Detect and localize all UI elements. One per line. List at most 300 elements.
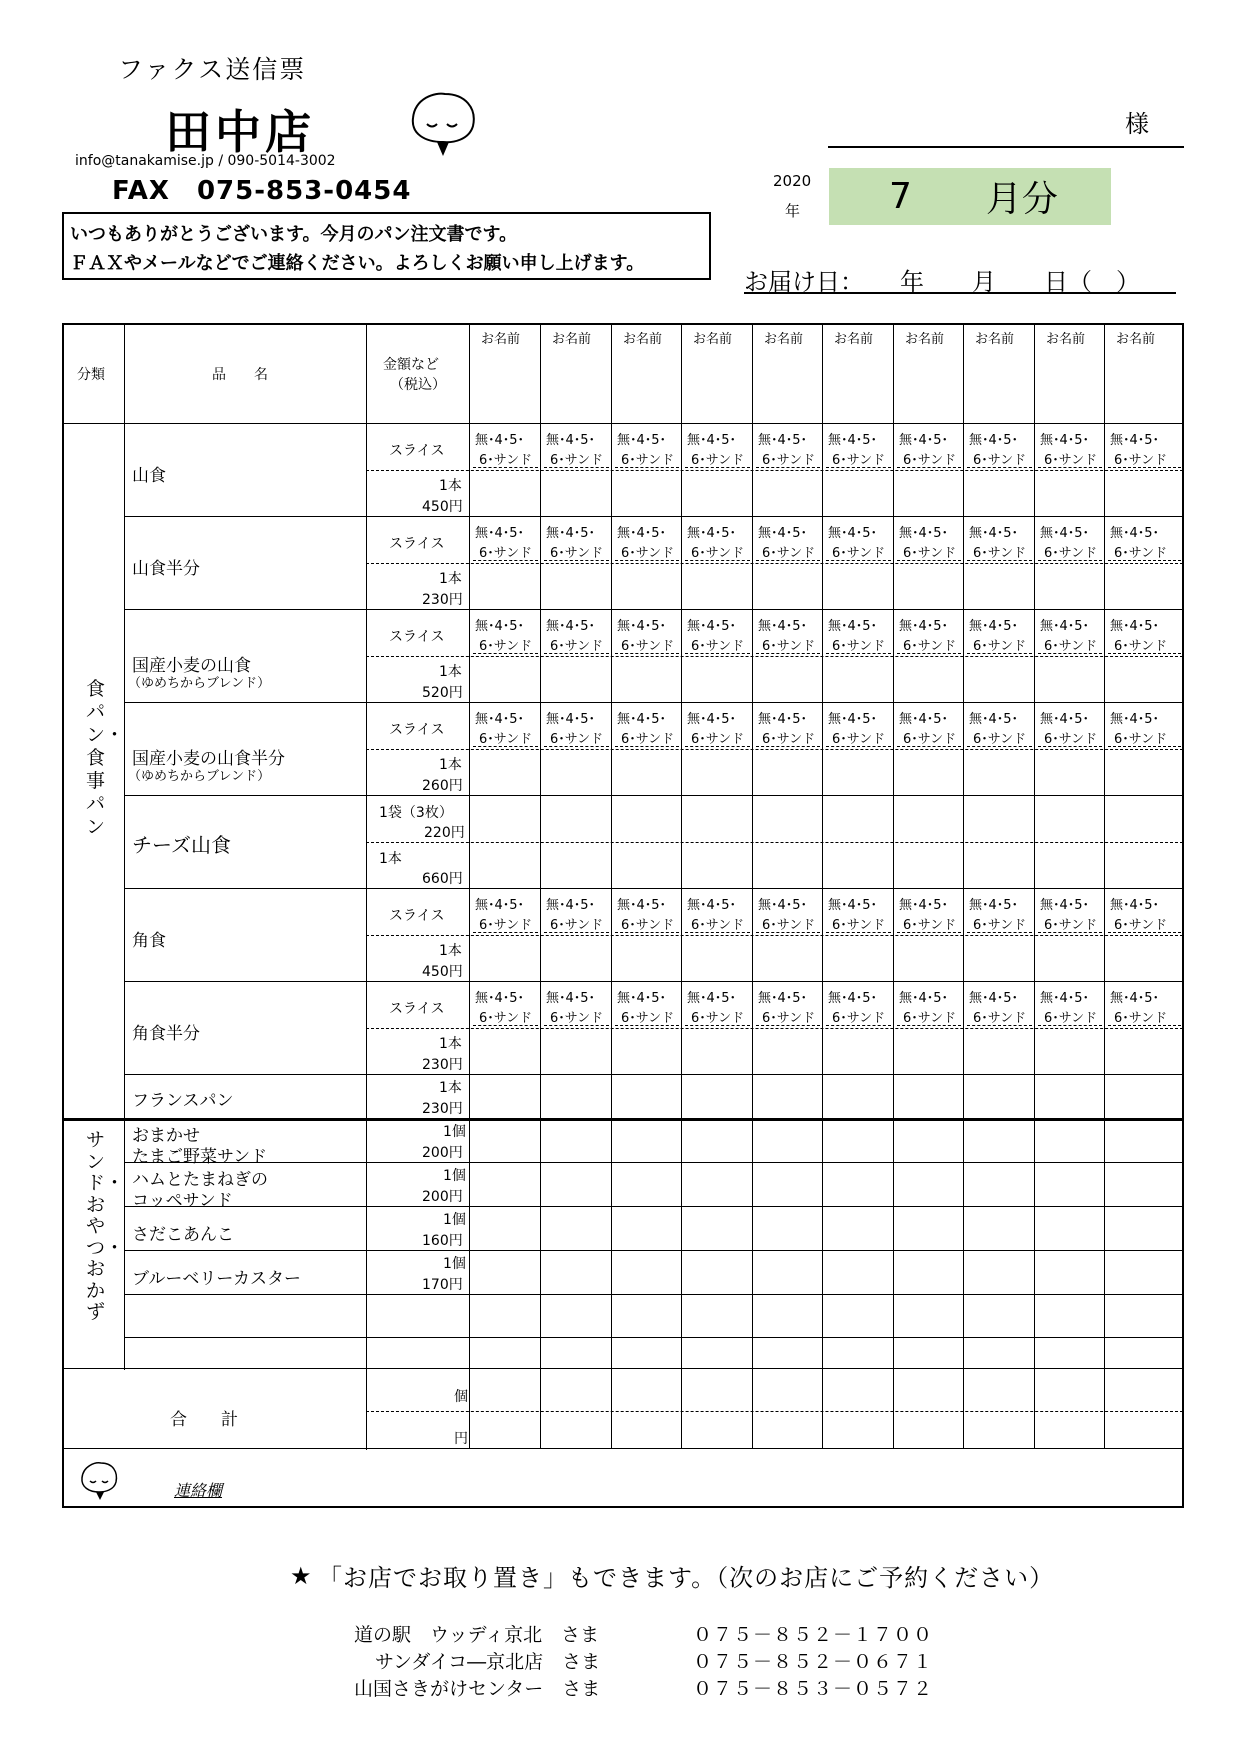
total-field[interactable] — [542, 1370, 611, 1448]
slice-option[interactable]: 無･4･5･ — [546, 526, 596, 541]
slice-option[interactable]: 無･4･5･ — [1040, 898, 1090, 913]
quantity-field[interactable] — [1106, 750, 1183, 794]
quantity-field[interactable] — [613, 1339, 681, 1367]
slice-option[interactable]: 6･サンド — [1044, 918, 1098, 933]
slice-option[interactable]: 無･4･5･ — [899, 526, 949, 541]
slice-option[interactable]: 6･サンド — [903, 453, 957, 468]
quantity-field[interactable] — [824, 797, 893, 887]
slice-option[interactable]: 無･4･5･ — [546, 433, 596, 448]
slice-option[interactable]: 無･4･5･ — [687, 526, 737, 541]
slice-option[interactable]: 6･サンド — [832, 918, 886, 933]
quantity-field[interactable] — [471, 471, 540, 515]
slice-option[interactable]: 無･4･5･ — [969, 619, 1019, 634]
slice-option[interactable]: 無･4･5･ — [617, 991, 667, 1006]
quantity-field[interactable] — [824, 471, 893, 515]
quantity-field[interactable] — [542, 1120, 611, 1161]
quantity-field[interactable] — [613, 657, 681, 701]
customer-name-field[interactable] — [542, 342, 611, 422]
slice-option[interactable]: 6･サンド — [479, 639, 533, 654]
quantity-field[interactable] — [1106, 936, 1183, 980]
quantity-field[interactable] — [542, 471, 611, 515]
row-line — [124, 795, 1183, 796]
quantity-field[interactable] — [965, 1164, 1034, 1205]
quantity-field[interactable] — [1036, 750, 1104, 794]
quantity-field[interactable] — [965, 1339, 1034, 1367]
quantity-field[interactable] — [754, 1029, 822, 1073]
slice-option[interactable]: 6･サンド — [1044, 639, 1098, 654]
slice-option[interactable]: 無･4･5･ — [969, 991, 1019, 1006]
slice-option[interactable]: 6･サンド — [479, 546, 533, 561]
slice-option[interactable]: 6･サンド — [903, 1011, 957, 1026]
quantity-field[interactable] — [824, 1252, 893, 1293]
quantity-field[interactable] — [895, 1296, 963, 1336]
quantity-field[interactable] — [895, 750, 963, 794]
slice-option[interactable]: 6･サンド — [479, 918, 533, 933]
slice-option[interactable]: 無･4･5･ — [828, 526, 878, 541]
slice-option[interactable]: 6･サンド — [1114, 546, 1168, 561]
quantity-field[interactable] — [1036, 1076, 1104, 1118]
quantity-field[interactable] — [965, 750, 1034, 794]
slice-option[interactable]: 6･サンド — [691, 639, 745, 654]
quantity-field[interactable] — [1106, 1296, 1183, 1336]
option-underline — [897, 467, 961, 468]
customer-name-field[interactable] — [754, 342, 822, 422]
slice-option[interactable]: 無･4･5･ — [1110, 898, 1160, 913]
quantity-field[interactable] — [683, 797, 752, 887]
slice-option[interactable]: 無･4･5･ — [899, 712, 949, 727]
slice-option[interactable]: 6･サンド — [973, 1011, 1027, 1026]
total-field[interactable] — [754, 1370, 822, 1448]
quantity-field[interactable] — [824, 1029, 893, 1073]
slice-option[interactable]: 6･サンド — [550, 639, 604, 654]
slice-option[interactable]: 6･サンド — [973, 546, 1027, 561]
slice-option[interactable]: 6･サンド — [621, 732, 675, 747]
quantity-field[interactable] — [824, 750, 893, 794]
quantity-field[interactable] — [965, 657, 1034, 701]
quantity-field[interactable] — [895, 471, 963, 515]
total-field[interactable] — [895, 1370, 963, 1448]
slice-option[interactable]: 6･サンド — [832, 546, 886, 561]
slice-option[interactable]: 無･4･5･ — [687, 433, 737, 448]
quantity-field[interactable] — [1106, 1252, 1183, 1293]
slice-option[interactable]: 無･4･5･ — [546, 898, 596, 913]
quantity-field[interactable] — [1036, 1252, 1104, 1293]
total-field[interactable] — [683, 1370, 752, 1448]
total-field[interactable] — [613, 1370, 681, 1448]
quantity-field[interactable] — [1036, 564, 1104, 608]
quantity-field[interactable] — [683, 471, 752, 515]
slice-option[interactable]: 6･サンド — [973, 639, 1027, 654]
slice-option[interactable]: 6･サンド — [973, 453, 1027, 468]
quantity-field[interactable] — [471, 657, 540, 701]
quantity-field[interactable] — [542, 1252, 611, 1293]
slice-option[interactable]: 6･サンド — [973, 732, 1027, 747]
slice-option[interactable]: 無･4･5･ — [687, 898, 737, 913]
slice-option[interactable]: 6･サンド — [903, 639, 957, 654]
item-unit: 1本 — [379, 851, 402, 867]
slice-option[interactable]: 無･4･5･ — [687, 991, 737, 1006]
quantity-field[interactable] — [965, 1296, 1034, 1336]
slice-option[interactable]: 6･サンド — [1044, 1011, 1098, 1026]
quantity-field[interactable] — [1036, 1120, 1104, 1161]
slice-option[interactable]: 無･4･5･ — [969, 712, 1019, 727]
item-name: おまかせ — [132, 1126, 200, 1146]
slice-option[interactable]: 無･4･5･ — [1110, 991, 1160, 1006]
slice-option[interactable]: 6･サンド — [621, 453, 675, 468]
slice-option[interactable]: 無･4･5･ — [969, 526, 1019, 541]
quantity-field[interactable] — [895, 1208, 963, 1249]
slice-option[interactable]: 無･4･5･ — [1110, 433, 1160, 448]
quantity-field[interactable] — [895, 1076, 963, 1118]
slice-option[interactable]: 6･サンド — [691, 918, 745, 933]
quantity-field[interactable] — [1106, 1029, 1183, 1073]
slice-option[interactable]: 無･4･5･ — [1040, 619, 1090, 634]
slice-option[interactable]: 無･4･5･ — [1110, 712, 1160, 727]
slice-option[interactable]: 6･サンド — [832, 1011, 886, 1026]
slice-option[interactable]: 無･4･5･ — [617, 619, 667, 634]
store-name: 道の駅 ウッディ京北 さま — [354, 1624, 600, 1646]
quantity-field[interactable] — [471, 1339, 540, 1367]
quantity-field[interactable] — [683, 657, 752, 701]
quantity-field[interactable] — [965, 936, 1034, 980]
quantity-field[interactable] — [683, 1076, 752, 1118]
quantity-field[interactable] — [895, 1029, 963, 1073]
slice-option[interactable]: 無･4･5･ — [546, 619, 596, 634]
quantity-field[interactable] — [613, 1120, 681, 1161]
quantity-field[interactable] — [613, 1164, 681, 1205]
total-field[interactable] — [965, 1370, 1034, 1448]
quantity-field[interactable] — [542, 936, 611, 980]
quantity-field[interactable] — [1106, 797, 1183, 887]
quantity-field[interactable] — [1036, 1164, 1104, 1205]
slice-option[interactable]: 無･4･5･ — [1040, 433, 1090, 448]
total-field[interactable] — [824, 1370, 893, 1448]
slice-option[interactable]: 6･サンド — [621, 546, 675, 561]
slice-option[interactable]: 6･サンド — [832, 639, 886, 654]
quantity-field[interactable] — [824, 1164, 893, 1205]
quantity-field[interactable] — [965, 1029, 1034, 1073]
slice-option[interactable]: 6･サンド — [1044, 732, 1098, 747]
slice-option[interactable]: 6･サンド — [762, 1011, 816, 1026]
slice-option[interactable]: 無･4･5･ — [758, 433, 808, 448]
quantity-field[interactable] — [683, 936, 752, 980]
quantity-field[interactable] — [683, 1120, 752, 1161]
slice-option[interactable]: 6･サンド — [1114, 732, 1168, 747]
column-line — [963, 325, 964, 1448]
slice-option[interactable]: 無･4･5･ — [899, 433, 949, 448]
slice-option[interactable]: 無･4･5･ — [475, 991, 525, 1006]
quantity-field[interactable] — [754, 1208, 822, 1249]
total-field[interactable] — [1036, 1370, 1104, 1448]
quantity-field[interactable] — [471, 1208, 540, 1249]
quantity-field[interactable] — [1036, 1339, 1104, 1367]
quantity-field[interactable] — [895, 657, 963, 701]
quantity-field[interactable] — [683, 1296, 752, 1336]
slice-option[interactable]: 無･4･5･ — [828, 991, 878, 1006]
greeting-line-2: ＦＡＸやメールなどでご連絡ください。よろしくお願い申し上げます。 — [70, 253, 645, 274]
slice-option[interactable]: 6･サンド — [479, 1011, 533, 1026]
slice-option[interactable]: 6･サンド — [691, 732, 745, 747]
slice-option[interactable]: 無･4･5･ — [758, 619, 808, 634]
quantity-field[interactable] — [613, 1029, 681, 1073]
slice-option[interactable]: 無･4･5･ — [828, 433, 878, 448]
quantity-field[interactable] — [471, 1252, 540, 1293]
customer-name-field[interactable] — [683, 342, 752, 422]
option-underline — [826, 932, 891, 933]
quantity-field[interactable] — [754, 1164, 822, 1205]
quantity-field[interactable] — [613, 1076, 681, 1118]
slice-option[interactable]: 無･4･5･ — [1110, 526, 1160, 541]
customer-name-field[interactable] — [824, 342, 893, 422]
quantity-field[interactable] — [683, 1339, 752, 1367]
quantity-field[interactable] — [824, 1076, 893, 1118]
slice-option[interactable]: 無･4･5･ — [687, 619, 737, 634]
quantity-field[interactable] — [824, 936, 893, 980]
quantity-field[interactable] — [613, 1208, 681, 1249]
quantity-field[interactable] — [542, 564, 611, 608]
quantity-field[interactable] — [965, 797, 1034, 887]
quantity-field[interactable] — [542, 1208, 611, 1249]
quantity-field[interactable] — [542, 657, 611, 701]
quantity-field[interactable] — [895, 1164, 963, 1205]
quantity-field[interactable] — [895, 564, 963, 608]
quantity-field[interactable] — [542, 797, 611, 887]
quantity-field[interactable] — [613, 936, 681, 980]
quantity-field[interactable] — [1106, 1208, 1183, 1249]
slice-option[interactable]: 6･サンド — [832, 732, 886, 747]
slice-option[interactable]: 無･4･5･ — [828, 619, 878, 634]
slice-option[interactable]: 6･サンド — [550, 732, 604, 747]
slice-option[interactable]: 6･サンド — [832, 453, 886, 468]
quantity-field[interactable] — [1036, 1208, 1104, 1249]
slice-option[interactable]: 無･4･5･ — [475, 619, 525, 634]
slice-option[interactable]: 6･サンド — [621, 639, 675, 654]
row-line — [124, 1250, 1183, 1251]
quantity-field[interactable] — [824, 1208, 893, 1249]
quantity-field[interactable] — [824, 564, 893, 608]
quantity-field[interactable] — [542, 750, 611, 794]
quantity-field[interactable] — [471, 1076, 540, 1118]
slice-option[interactable]: 6･サンド — [903, 918, 957, 933]
quantity-field[interactable] — [613, 797, 681, 887]
quantity-field[interactable] — [754, 797, 822, 887]
quantity-field[interactable] — [754, 1252, 822, 1293]
slice-option[interactable]: 無･4･5･ — [969, 433, 1019, 448]
quantity-field[interactable] — [471, 564, 540, 608]
quantity-field[interactable] — [613, 564, 681, 608]
quantity-field[interactable] — [683, 1029, 752, 1073]
slice-option[interactable]: 無･4･5･ — [475, 526, 525, 541]
slice-option[interactable]: 6･サンド — [1044, 453, 1098, 468]
customer-name-field[interactable] — [965, 342, 1034, 422]
quantity-field[interactable] — [1106, 657, 1183, 701]
quantity-field[interactable] — [965, 1120, 1034, 1161]
quantity-field[interactable] — [471, 1029, 540, 1073]
slice-option[interactable]: 無･4･5･ — [617, 433, 667, 448]
memo-field[interactable] — [262, 1450, 1112, 1506]
quantity-field[interactable] — [683, 1164, 752, 1205]
slice-option[interactable]: 無･4･5･ — [687, 712, 737, 727]
quantity-field[interactable] — [1106, 1120, 1183, 1161]
quantity-field[interactable] — [965, 1252, 1034, 1293]
slice-option[interactable]: 6･サンド — [691, 1011, 745, 1026]
form-title: ファクス送信票 — [118, 55, 307, 84]
slice-option[interactable]: 無･4･5･ — [475, 433, 525, 448]
header-price: 金額など — [383, 357, 439, 373]
quantity-field[interactable] — [965, 1076, 1034, 1118]
customer-name-field[interactable] — [471, 342, 540, 422]
option-underline — [897, 560, 961, 561]
contact-info: info@tanakamise.jp / 090-5014-3002 — [75, 153, 336, 169]
total-field[interactable] — [1106, 1370, 1183, 1448]
delivery-date-field[interactable]: お届け日： 年 月 日（ ） — [744, 262, 1176, 294]
quantity-field[interactable] — [1036, 1029, 1104, 1073]
quantity-field[interactable] — [471, 1120, 540, 1161]
customer-name-field[interactable] — [613, 342, 681, 422]
slice-option[interactable]: 6･サンド — [621, 918, 675, 933]
slice-option[interactable]: 6･サンド — [762, 732, 816, 747]
quantity-field[interactable] — [895, 1339, 963, 1367]
slice-option[interactable]: 無･4･5･ — [1040, 712, 1090, 727]
slice-option[interactable]: 6･サンド — [903, 732, 957, 747]
quantity-field[interactable] — [754, 1076, 822, 1118]
quantity-field[interactable] — [895, 936, 963, 980]
quantity-field[interactable] — [824, 1296, 893, 1336]
slice-option[interactable]: 6･サンド — [1114, 1011, 1168, 1026]
quantity-field[interactable] — [542, 1164, 611, 1205]
quantity-field[interactable] — [1106, 564, 1183, 608]
slice-label: スライス — [389, 629, 445, 645]
slice-option[interactable]: 6･サンド — [691, 546, 745, 561]
total-field[interactable] — [471, 1370, 540, 1448]
quantity-field[interactable] — [683, 1252, 752, 1293]
slice-option[interactable]: 無･4･5･ — [758, 712, 808, 727]
recipient-line[interactable] — [828, 146, 1184, 148]
quantity-field[interactable] — [754, 1120, 822, 1161]
slice-option[interactable]: 無･4･5･ — [758, 526, 808, 541]
quantity-field[interactable] — [471, 1296, 540, 1336]
slice-option[interactable]: 6･サンド — [903, 546, 957, 561]
slice-option[interactable]: 無･4･5･ — [828, 712, 878, 727]
item-name: 角食半分 — [132, 1024, 200, 1044]
quantity-field[interactable] — [754, 564, 822, 608]
quantity-field[interactable] — [965, 471, 1034, 515]
quantity-field[interactable] — [1106, 1164, 1183, 1205]
quantity-field[interactable] — [754, 936, 822, 980]
slice-option[interactable]: 6･サンド — [762, 546, 816, 561]
slice-option[interactable]: 6･サンド — [550, 1011, 604, 1026]
slice-option[interactable]: 6･サンド — [550, 453, 604, 468]
slice-option[interactable]: 無･4･5･ — [546, 991, 596, 1006]
quantity-field[interactable] — [683, 750, 752, 794]
slice-option[interactable]: 無･4･5･ — [475, 712, 525, 727]
quantity-field[interactable] — [613, 471, 681, 515]
quantity-field[interactable] — [754, 750, 822, 794]
quantity-field[interactable] — [754, 471, 822, 515]
quantity-field[interactable] — [613, 1296, 681, 1336]
quantity-field[interactable] — [1106, 1339, 1183, 1367]
item-price: 160円 — [422, 1233, 463, 1249]
quantity-field[interactable] — [471, 936, 540, 980]
quantity-field[interactable] — [471, 797, 540, 887]
slice-option[interactable]: 無･4･5･ — [899, 991, 949, 1006]
slice-option[interactable]: 無･4･5･ — [758, 898, 808, 913]
customer-name-field[interactable] — [895, 342, 963, 422]
quantity-field[interactable] — [824, 1339, 893, 1367]
slice-option[interactable]: 無･4･5･ — [617, 712, 667, 727]
slice-option[interactable]: 6･サンド — [1114, 639, 1168, 654]
quantity-field[interactable] — [754, 1296, 822, 1336]
slice-option[interactable]: 無･4･5･ — [546, 712, 596, 727]
slice-option[interactable]: 無･4･5･ — [1040, 526, 1090, 541]
slice-option[interactable]: 6･サンド — [762, 918, 816, 933]
slice-option[interactable]: 無･4･5･ — [617, 898, 667, 913]
quantity-field[interactable] — [1036, 657, 1104, 701]
quantity-field[interactable] — [754, 1339, 822, 1367]
quantity-field[interactable] — [542, 1029, 611, 1073]
slice-option[interactable]: 6･サンド — [479, 453, 533, 468]
slice-option[interactable]: 6･サンド — [1044, 546, 1098, 561]
quantity-field[interactable] — [754, 657, 822, 701]
quantity-field[interactable] — [1036, 797, 1104, 887]
slice-option[interactable]: 6･サンド — [550, 546, 604, 561]
slice-option[interactable]: 6･サンド — [973, 918, 1027, 933]
quantity-field[interactable] — [1106, 471, 1183, 515]
quantity-field[interactable] — [824, 657, 893, 701]
quantity-field[interactable] — [1036, 1296, 1104, 1336]
quantity-field[interactable] — [613, 750, 681, 794]
quantity-field[interactable] — [895, 1252, 963, 1293]
slice-option[interactable]: 6･サンド — [550, 918, 604, 933]
quantity-field[interactable] — [542, 1296, 611, 1336]
slice-option[interactable]: 無･4･5･ — [617, 526, 667, 541]
slice-option[interactable]: 無･4･5･ — [969, 898, 1019, 913]
slice-option[interactable]: 無･4･5･ — [758, 991, 808, 1006]
slice-option[interactable]: 6･サンド — [621, 1011, 675, 1026]
quantity-field[interactable] — [683, 564, 752, 608]
slice-option[interactable]: 無･4･5･ — [828, 898, 878, 913]
slice-option[interactable]: 無･4･5･ — [475, 898, 525, 913]
customer-name-field[interactable] — [1036, 342, 1104, 422]
quantity-field[interactable] — [1036, 936, 1104, 980]
quantity-field[interactable] — [895, 1120, 963, 1161]
quantity-field[interactable] — [542, 1076, 611, 1118]
slice-option[interactable]: 無･4･5･ — [899, 898, 949, 913]
quantity-field[interactable] — [471, 750, 540, 794]
slice-option[interactable]: 無･4･5･ — [899, 619, 949, 634]
slice-option[interactable]: 6･サンド — [762, 639, 816, 654]
quantity-field[interactable] — [895, 797, 963, 887]
slice-option[interactable]: 無･4･5･ — [1040, 991, 1090, 1006]
quantity-field[interactable] — [471, 1164, 540, 1205]
slice-option[interactable]: 6･サンド — [691, 453, 745, 468]
quantity-field[interactable] — [613, 1252, 681, 1293]
option-underline — [967, 467, 1032, 468]
quantity-field[interactable] — [542, 1339, 611, 1367]
slice-option[interactable]: 6･サンド — [1114, 453, 1168, 468]
quantity-field[interactable] — [1106, 1076, 1183, 1118]
slice-option[interactable]: 無･4･5･ — [1110, 619, 1160, 634]
slice-option[interactable]: 6･サンド — [1114, 918, 1168, 933]
slice-option[interactable]: 6･サンド — [762, 453, 816, 468]
quantity-field[interactable] — [683, 1208, 752, 1249]
slice-option[interactable]: 6･サンド — [479, 732, 533, 747]
quantity-field[interactable] — [824, 1120, 893, 1161]
quantity-field[interactable] — [965, 1208, 1034, 1249]
quantity-field[interactable] — [1036, 471, 1104, 515]
quantity-field[interactable] — [965, 564, 1034, 608]
customer-name-field[interactable] — [1106, 342, 1183, 422]
